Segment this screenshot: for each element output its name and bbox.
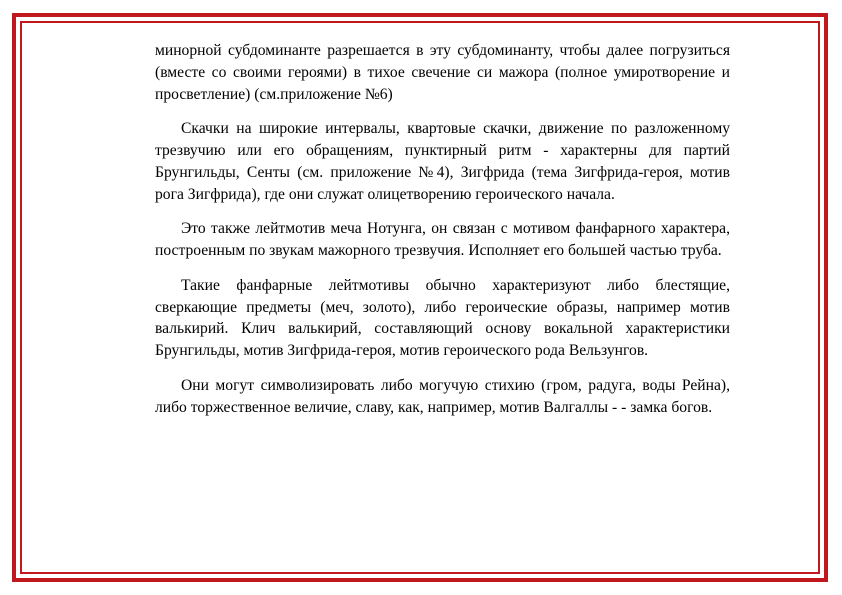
paragraph-fanfare-leitmotifs: Такие фанфарные лейтмотивы обычно характеризуют либо блестящие, сверкающие предметы (меч, золото), либо героические образы, например мотив валькирий. Клич валькирий, составляющий основу вокальной характеристики Брунгильды, мотив Зигфрида-героя, мотив героического рода Вельзунгов. bbox=[155, 276, 730, 360]
paragraph-symbolism: Они могут символизировать либо могучую стихию (гром, радуга, воды Рейна), либо торжественное величие, славу, как, например, мотив Валгаллы - - замка богов. bbox=[155, 376, 730, 416]
paragraph-nothung-motif: Это также лейтмотив меча Нотунга, он связан с мотивом фанфарного характера, построенным по звукам мажорного трезвучия. Исполняет его большей частью труба. bbox=[155, 220, 730, 260]
paragraph-continuation: минорной субдоминанте разрешается в эту субдоминанту, чтобы далее погрузиться (вместе со своими героями) в тихое свечение си мажора (полное умиротворение и просветление) (см.приложение №6) bbox=[155, 42, 730, 103]
paragraph-heroic-leaps: Скачки на широкие интервалы, квартовые скачки, движение по разложенному трезвучию или его обращениям, пунктирный ритм - характерны для партий Брунгильды, Сенты (см. приложение №4), Зигфрида (тема Зигфрида-героя, мотив рога Зигфрида), где они служат олицетворению героического начала. bbox=[155, 120, 730, 203]
document-body bbox=[155, 40, 730, 419]
